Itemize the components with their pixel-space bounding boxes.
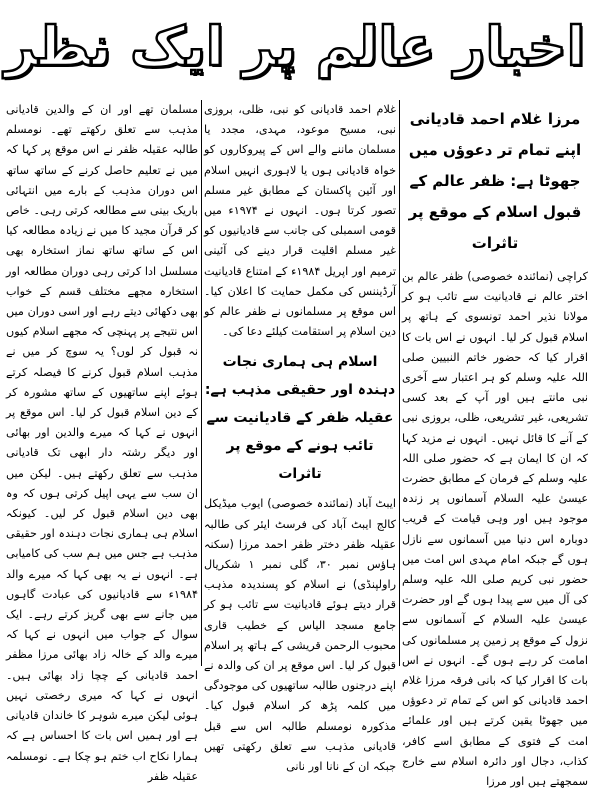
column-divider (201, 100, 202, 666)
article-headline: اسلام ہی ہماری نجات دہندہ اور حقیقی مذہب ہے: عقیلہ ظفر کے قادیانیت سے تائب ہونے کے موقع پر تاثرات (204, 354, 396, 483)
masthead (0, 0, 590, 92)
news-column-3 (6, 100, 198, 783)
column-divider (399, 100, 400, 666)
news-column-1 (402, 100, 588, 789)
news-column-2 (203, 100, 397, 774)
article-body-continued: مسلمان تھے اور ان کے والدین قادیانی مذہب سے تعلق رکھتے تھے۔ نومسلم طالبہ عقیلہ ظفر نے اس موقع پر کہا کہ میں نے تعلیم حاصل کرنے کے ساتھ ساتھ اس دوران مذہب کے بارے میں انتہائی باریک بینی سے مطالعہ کرتی رہی۔ خاص کر قرآن مجید کا میں نے زیادہ مطالعہ کیا اس کے ساتھ ساتھ نماز استخارہ بھی مسلسل ادا کرتی رہی دوران مطالعہ اور استخارہ مجھے مختلف قسم کے خواب بھی دکھائی دیتے رہے اور اسی دوران میں اس نتیجے پر پہنچی کہ مجھے اسلام کیوں نہ قبول کر لوں؟ یہ سوچ کر میں نے مذہب اسلام قبول کرنے کا فیصلہ کرتے ہوئے اپنے ساتھیوں کے ساتھ مشورہ کر کے دین اسلام قبول کر لیا۔ اس موقع پر انہوں نے کہا کہ میرے والدین اور بھائی اور دیگر رشتہ دار ابھی تک قادیانی مذہب سے تعلق رکھتے ہیں۔ لیکن میں ان سب سے یہی اپیل کرتی ہوں کہ وہ بھی دین اسلام قبول کر لیں۔ کیونکہ اسلام ہی ہماری نجات دہندہ اور حقیقی مذہب ہے جس میں ہم سب کی کامیابی ہے۔ انہوں نے یہ بھی کہا کہ میرے والد ۱۹۸۴ء سے قادیانیوں کی عبادت گاہوں میں جانے سے بھی گریز کرتے رہے۔ ایک سوال کے جواب میں انہوں نے کہا کہ میرے والد کے خالہ زاد بھائی مرزا مظفر احمد قادیانی کے چچا زاد بھائی ہیں۔ انہوں نے کہا کہ میری رخصتی نہیں ہوئی لیکن میرے شوہر کا خاندان قادیانی ہے اور ہمیں اس بات کا احساس ہے کہ ہمارا نکاح اب ختم ہو چکا ہے۔ نومسلمہ عقیلہ ظفر (6, 103, 198, 783)
article-body: ایبٹ آباد (نمائندہ خصوصی) ایوب میڈیکل کالج ایبٹ آباد کی فرسٹ ایئر کی طالبہ عقیلہ ظفر دختر ظفر احمد مرزا (سکنہ ہاؤس نمبر ۳۰، گلی نمبر ۱ شکریال راولپنڈی) نے اسلام کو پسندیدہ مذہب قرار دیتے ہوئے قادیانیت سے تائب ہو کر جامع مسجد الیاس کے خطیب قاری محبوب الرحمن قریشی کے ہاتھ پر اسلام قبول کر لیا۔ اس موقع پر ان کی والدہ نے اپنے درجنوں طالبہ ساتھیوں کی موجودگی میں کلمہ پڑھ کر اسلام قبول کیا۔ مذکورہ نومسلم طالبہ اس سے قبل قادیانی مذہب سے تعلق رکھتی تھیں جبکہ ان کے نانا اور نانی (203, 497, 397, 774)
article-body: کراچی (نمائندہ خصوصی) ظفر عالم بن اختر عالم نے قادیانیت سے تائب ہو کر مولانا نذیر احمد تونسوی کے ہاتھ پر اسلام قبول کر لیا۔ انہوں نے اس بات کا اقرار کیا کہ حضور خاتم النبیین صلی اللہ علیہ وسلم کو ہر اعتبار سے آخری نبی مانتے ہیں اور آپ کے بعد کسی تشریعی، غیر تشریعی، ظلی، بروزی نبی کے آنے کا قائل نہیں۔ انہوں نے مزید کہا کہ ان کا ایمان ہے کہ حضور صلی اللہ علیہ وسلم کے فرمان کے مطابق حضرت عیسیٰ علیہ السلام آسمانوں پر زندہ موجود ہیں اور وہی قیامت کے قریب دوبارہ اس دنیا میں آسمانوں سے نازل ہوں گے جبکہ امام مہدی اس امت میں حضور نبی کریم صلی اللہ علیہ وسلم کی آل میں سے پیدا ہوں گے اور حضرت عیسیٰ علیہ السلام کے آسمانوں سے نزول کے موقع پر زمین پر مسلمانوں کی امامت کر رہے ہوں گے۔ انہوں نے اس بات کا اقرار کیا کہ بانی فرقہ مرزا غلام احمد قادیانی کو اس کے تمام تر دعوؤں میں جھوٹا یقین کرتے ہیں اور علمائے امت کے فتوی کے مطابق اسے کافر، کذاب، دجال اور دائرہ اسلام سے خارج سمجھتے ہیں اور مرزا (402, 270, 588, 789)
masthead-title: اخبار عالم پر ایک نظر (4, 14, 586, 78)
article-headline: مرزا غلام احمد قادیانی اپنے تمام تر دعوؤں میں جھوٹا ہے: ظفر عالم کے قبول اسلام کے موقع پر تاثرات (408, 110, 582, 252)
article-body-continued: غلام احمد قادیانی کو نبی، ظلی، بروزی نبی، مسیح موعود، مہدی، مجدد یا مسلمان ماننے والے اس کے پیروکاروں کو خواہ قادیانی ہوں یا لاہوری انہیں اسلام اور آئین پاکستان کے مطابق غیر مسلم تصور کرتا ہوں۔ انہوں نے ۱۹۷۴ء میں قومی اسمبلی کی جانب سے قادیانیوں کو غیر مسلم اقلیت قرار دینے کی آئینی ترمیم اور اپریل ۱۹۸۴ء کے امتناع قادیانیت آرڈیننس کی مکمل حمایت کا اعلان کیا۔ اس موقع پر مسلمانوں نے ظفر عالم کو دین اسلام پر استقامت کیلئے دعا کی۔ (204, 103, 396, 339)
